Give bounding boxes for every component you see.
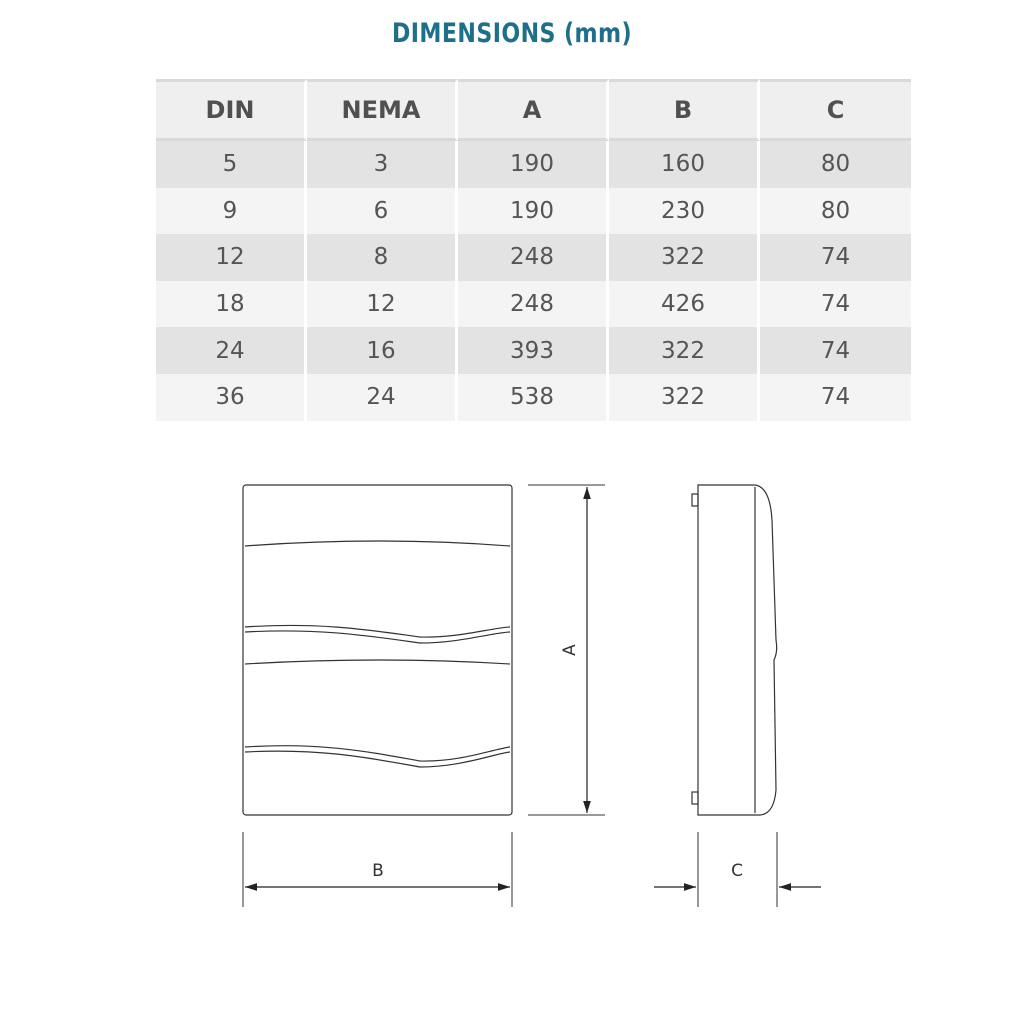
front-view-outline: [243, 485, 512, 815]
side-view: [692, 485, 777, 815]
side-clip-top: [692, 494, 698, 506]
table-cell: 8: [307, 234, 458, 281]
table-cell: 393: [458, 327, 609, 374]
table-cell: 24: [156, 327, 307, 374]
dimension-a-label: A: [560, 644, 580, 656]
table-cell: 9: [156, 188, 307, 235]
table-cell: 248: [458, 281, 609, 328]
header-b: B: [609, 79, 760, 141]
front-view: [243, 485, 512, 815]
dimension-b-label: B: [372, 861, 384, 881]
table-cell: 190: [458, 188, 609, 235]
header-a: A: [458, 79, 609, 141]
table-cell: 3: [307, 141, 458, 188]
front-lid-line-top: [245, 541, 510, 546]
table-cell: 322: [609, 234, 760, 281]
table-cell: 322: [609, 327, 760, 374]
table-cell: 74: [760, 374, 911, 421]
table-cell: 80: [760, 188, 911, 235]
header-nema: NEMA: [307, 79, 458, 141]
page-title: DIMENSIONS (mm): [391, 18, 633, 49]
table-cell: 230: [609, 188, 760, 235]
dimension-c-label: C: [731, 861, 743, 881]
table-cell: 6: [307, 188, 458, 235]
table-cell: 80: [760, 141, 911, 188]
front-divider-line: [245, 660, 510, 664]
table-cell: 190: [458, 141, 609, 188]
table-cell: 248: [458, 234, 609, 281]
table-cell: 74: [760, 234, 911, 281]
table-cell: 24: [307, 374, 458, 421]
side-clip-bottom: [692, 792, 698, 804]
side-view-outline: [698, 485, 777, 815]
table-cell: 18: [156, 281, 307, 328]
table-cell: 538: [458, 374, 609, 421]
table-cell: 16: [307, 327, 458, 374]
table-cell: 36: [156, 374, 307, 421]
table-cell: 12: [307, 281, 458, 328]
front-wave-lower-1: [245, 746, 510, 761]
table-cell: 426: [609, 281, 760, 328]
table-cell: 12: [156, 234, 307, 281]
header-din: DIN: [156, 79, 307, 141]
table-cell: 74: [760, 281, 911, 328]
table-cell: 322: [609, 374, 760, 421]
header-c: C: [760, 79, 911, 141]
table-cell: 74: [760, 327, 911, 374]
table-cell: 160: [609, 141, 760, 188]
table-cell: 5: [156, 141, 307, 188]
